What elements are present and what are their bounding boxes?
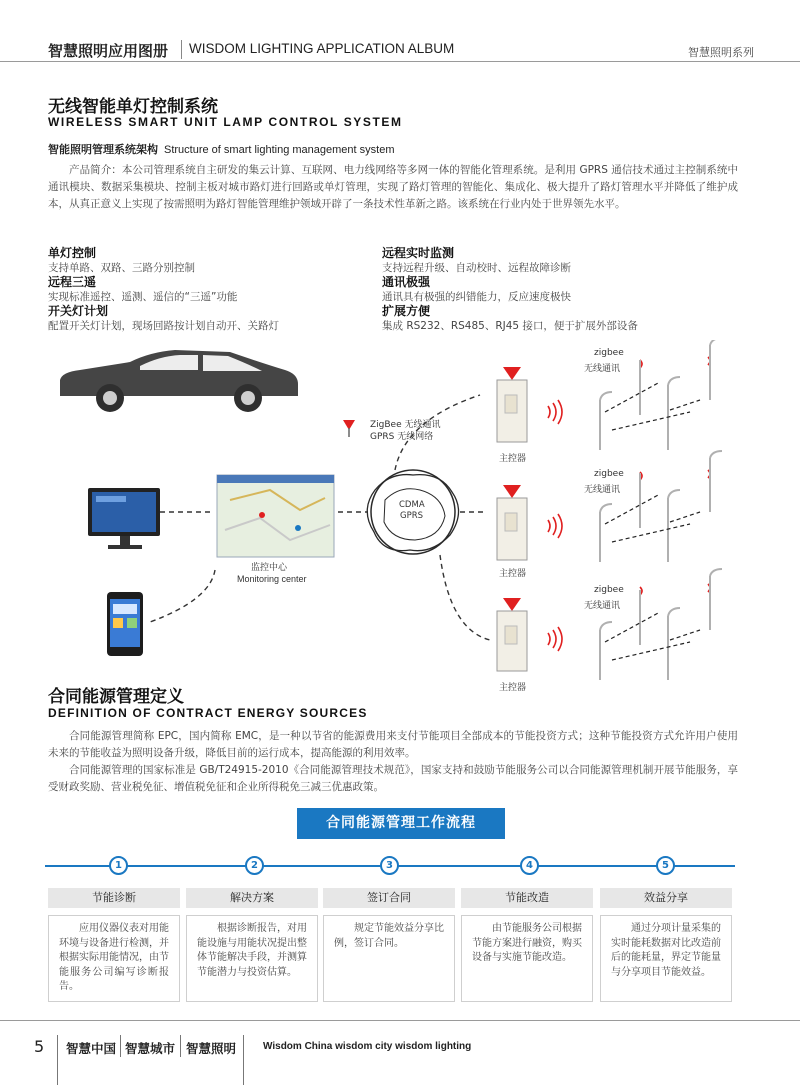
- feature-desc: 通讯具有极强的纠错能力，反应速度极快: [382, 291, 571, 303]
- step-desc-text: 由节能服务公司根据节能方案进行融资，购买设备与实施节能改造。: [472, 923, 582, 963]
- controller-label-1: 主控器: [499, 454, 527, 464]
- zigbee-label-3: zigbee: [594, 585, 624, 595]
- flow-node-1: 1: [109, 856, 128, 875]
- section1-title-en: WIRELESS SMART UNIT LAMP CONTROL SYSTEM: [48, 115, 403, 129]
- flow-step-desc-2: [186, 915, 318, 1002]
- flow-node-2: 2: [245, 856, 264, 875]
- antenna-icon: [343, 420, 355, 437]
- header-divider: [181, 40, 182, 59]
- flow-step-label-2: 解决方案: [186, 888, 318, 908]
- header-title-cn: 智慧照明应用图册: [48, 42, 169, 60]
- flow-node-3: 3: [380, 856, 399, 875]
- intro-text: 产品简介：本公司管理系统自主研发的集云计算、互联网、电力线网络等多网一体的智能化管理系统。是利用 GPRS 通信技术通过主控制系统中通讯模块、数据采集模块、控制主板对城市路灯进行回路或单灯管理，实现了路灯管理的智能化、集成化、极大提升了路灯管理水平并降低了维护成本，从真正意义上实现了按需照明为路灯智能管理维护领域开辟了一条技术性革新之路。该系统在行业内处于世界领先水平。: [48, 164, 738, 210]
- street-light-group-2: [600, 451, 722, 562]
- zigbee-label-2: zigbee: [594, 469, 624, 479]
- footer-divider: [57, 1035, 58, 1085]
- feature-desc: 集成 RS232、RS485、RJ45 接口，便于扩展外部设备: [382, 320, 638, 332]
- step-desc-text: 通过分项计量采集的实时能耗数据对比改造前后的能耗量，界定节能量与分享项目节能效益。: [611, 923, 721, 978]
- wireless-label-3: 无线通讯: [584, 601, 621, 611]
- system-architecture-diagram: [0, 340, 800, 695]
- footer-divider: [180, 1035, 181, 1057]
- controller-cabinet-2: [497, 485, 527, 560]
- feature-communication: [382, 274, 702, 305]
- footer-rule: [0, 1020, 800, 1021]
- feature-desc: 实现标准遥控、遥测、遥信的“三遥”功能: [48, 291, 238, 303]
- subtitle-en: Structure of smart lighting management system: [164, 144, 395, 156]
- section1-subtitle: [48, 141, 394, 157]
- monitor-center-label-en: Monitoring center: [237, 574, 307, 584]
- legend-zigbee: ZigBee 无线通讯: [370, 420, 441, 430]
- intro-paragraph: [48, 162, 738, 213]
- cloud-label-cdma: CDMA: [399, 500, 425, 510]
- flow-step-desc-5: [600, 915, 732, 1002]
- footer-divider: [120, 1035, 121, 1057]
- flow-node-5: 5: [656, 856, 675, 875]
- page-header: [0, 0, 800, 64]
- feature-remote-three: [48, 274, 368, 305]
- section2-para1: 合同能源管理简称 EPC，国内简称 EMC，是一种以节省的能源费用来支付节能项目全部成本的节能投资方式；这种节能投资方式允许用户使用未来的节能收益为照明设备升级，降低目前的运行成本，提高能源的利用效率。: [48, 730, 738, 759]
- footer-wisdom-city: 智慧城市: [125, 1041, 176, 1056]
- flow-step-label-1: 节能诊断: [48, 888, 180, 908]
- flow-step-label-4: 节能改造: [461, 888, 593, 908]
- flow-node-4: 4: [520, 856, 539, 875]
- header-rule: [0, 61, 800, 62]
- feature-remote-monitor: [382, 245, 702, 276]
- feature-title: 通讯极强: [382, 275, 431, 289]
- header-series: 智慧照明系列: [688, 46, 754, 59]
- feature-schedule: [48, 303, 368, 334]
- desktop-monitor-icon: [88, 488, 160, 549]
- footer-divider: [243, 1035, 244, 1085]
- controller-label-3: 主控器: [499, 683, 527, 693]
- signal-icons: [548, 357, 710, 651]
- feature-title: 开关灯计划: [48, 304, 109, 318]
- controller-cabinet-1: [497, 367, 527, 442]
- wireless-label-2: 无线通讯: [584, 485, 621, 495]
- feature-desc: 支持远程升级、自动校时、远程故障诊断: [382, 262, 571, 274]
- section2-title: 合同能源管理定义: [48, 687, 184, 707]
- page-footer: [0, 1020, 800, 1085]
- wireless-label-1: 无线通讯: [584, 364, 621, 374]
- footer-slogan: Wisdom China wisdom city wisdom lighting: [263, 1041, 472, 1052]
- feature-single-lamp: [48, 245, 368, 276]
- feature-expansion: [382, 303, 702, 334]
- flow-step-desc-1: [48, 915, 180, 1002]
- step-desc-text: 应用仪器仪表对用能环境与设备进行检测，并根据实际用能情况，由节能服务公司编写诊断报告。: [59, 923, 169, 992]
- flow-step-label-3: 签订合同: [323, 888, 455, 908]
- monitor-center-label: 监控中心: [251, 563, 288, 573]
- flow-step-desc-4: [461, 915, 593, 1002]
- car-icon: [60, 350, 298, 412]
- section1-title: 无线智能单灯控制系统: [48, 97, 218, 117]
- controller-cabinet-3: [497, 598, 527, 671]
- footer-wisdom-china: 智慧中国: [66, 1041, 117, 1056]
- zigbee-label-1: zigbee: [594, 348, 624, 358]
- footer-wisdom-lighting: 智慧照明: [186, 1041, 237, 1056]
- controller-label-2: 主控器: [499, 569, 527, 579]
- feature-title: 远程实时监测: [382, 246, 455, 260]
- header-title-en: WISDOM LIGHTING APPLICATION ALBUM: [189, 41, 455, 56]
- monitoring-center-screen: [217, 475, 334, 557]
- section2-paragraphs: [48, 728, 738, 796]
- feature-title: 扩展方便: [382, 304, 431, 318]
- feature-desc: 配置开关灯计划，现场回路按计划自动开、关路灯: [48, 320, 279, 332]
- section2-para2: 合同能源管理的国家标准是 GB/T24915-2010《合同能源管理技术规范》，国家支持和鼓励节能服务公司以合同能源管理机制开展节能服务，享受财政奖励、营业税免征、增值税免征和企业所得税免三减三优惠政策。: [48, 764, 738, 793]
- step-desc-text: 根据诊断报告，对用能设施与用能状况提出整体节能解决手段，并测算节能潜力与投资估算。: [197, 923, 307, 978]
- flow-step-desc-3: [323, 915, 455, 1002]
- feature-title: 远程三遥: [48, 275, 97, 289]
- page-number: 5: [34, 1037, 45, 1056]
- smartphone-icon: [107, 592, 143, 656]
- feature-title: 单灯控制: [48, 246, 97, 260]
- zigbee-links: [605, 382, 700, 660]
- feature-desc: 支持单路、双路、三路分别控制: [48, 262, 195, 274]
- subtitle-cn: 智能照明管理系统架构: [48, 143, 158, 156]
- cloud-label-gprs: GPRS: [400, 511, 424, 521]
- legend-gprs: GPRS 无线网络: [370, 432, 434, 442]
- flow-title: 合同能源管理工作流程: [297, 808, 505, 839]
- step-desc-text: 规定节能效益分享比例，签订合同。: [334, 923, 444, 949]
- flow-step-label-5: 效益分享: [600, 888, 732, 908]
- section2-title-en: DEFINITION OF CONTRACT ENERGY SOURCES: [48, 706, 368, 720]
